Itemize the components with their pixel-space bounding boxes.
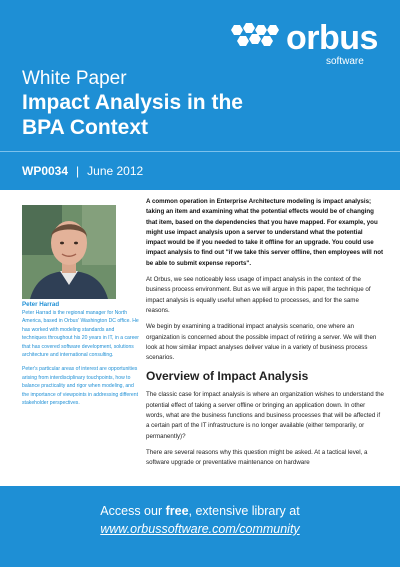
header-banner bbox=[0, 0, 400, 190]
cta-prefix: Access our bbox=[100, 504, 166, 518]
cta-banner bbox=[0, 486, 400, 567]
cta-free: free bbox=[165, 504, 189, 518]
author-photo bbox=[22, 205, 116, 299]
author-bio-paragraph: Peter Harrad is the regional manager for North America, based in Orbus' Washington DC office. He has worked with modeling standards and techniques throughout his 20 years in IT, in a career that has covered software development, solutions architecture and international consulting. bbox=[22, 310, 139, 359]
section-heading: Overview of Impact Analysis bbox=[146, 369, 309, 384]
logo-wordmark: orbus bbox=[286, 19, 378, 57]
lead-paragraph: A common operation in Enterprise Architecture modeling is impact analysis; taking an item and examining what the potential effects would be of changing that item, based on the dependencies that you have mapped. For example, you might use impact analysis upon a server to understand what the potential impact would be if you needed to take it offline for an upgrade. You could use impact analysis to find out "if we take this server offline, then employees will not be able to submit expense reports". bbox=[146, 198, 384, 267]
document-title: Impact Analysis in the BPA Context bbox=[22, 91, 243, 139]
body-paragraph: We begin by examining a traditional impact analysis scenario, one where an organization is concerned about the possible impact of retiring a server. We will then look at how similar impact analyses deliver value in a variety of business process scenarios. bbox=[146, 323, 377, 362]
author-sidebar bbox=[22, 300, 140, 413]
section-paragraph: The classic case for impact analysis is where an organization wishes to understand the potential effect of taking a server offline or bringing an application down. In other words, what are the business functions and business processes that will be affected if a certain part of the IT infrastructure is no longer available (either temporarily, or permanently)? bbox=[146, 391, 384, 440]
logo-subtext: software bbox=[326, 56, 364, 67]
main-body bbox=[146, 197, 384, 475]
header-divider bbox=[0, 151, 400, 152]
hexagon-cluster-icon bbox=[228, 22, 284, 56]
document-code: WP0034 bbox=[22, 164, 69, 178]
document-date: June 2012 bbox=[87, 164, 144, 178]
document-meta bbox=[22, 164, 143, 179]
meta-separator: | bbox=[76, 164, 80, 178]
cta-suffix: , extensive library at bbox=[188, 504, 300, 518]
author-bio-paragraph: Peter's particular areas of interest are opportunities arising from interdisciplinary touchpoints, how to balance practicality and rigor when modeling, and the importance of viewpoints in addressing different stakeholder perspectives. bbox=[22, 366, 138, 407]
document-type: White Paper bbox=[22, 68, 127, 89]
section-paragraph: There are several reasons why this question might be asked. At a tactical level, a software upgrade or preventative maintenance on hardware bbox=[146, 448, 368, 467]
cta-text bbox=[0, 504, 400, 519]
orbus-logo bbox=[228, 18, 388, 74]
community-link[interactable]: www.orbussoftware.com/community bbox=[100, 522, 300, 536]
author-name: Peter Harrad bbox=[22, 301, 60, 308]
body-paragraph: At Orbus, we see noticeably less usage of impact analysis in the context of the business process environment. But as we will argue in this paper, the technique of impact analysis is equally useful when applied to processes, and for the same reasons. bbox=[146, 276, 371, 314]
